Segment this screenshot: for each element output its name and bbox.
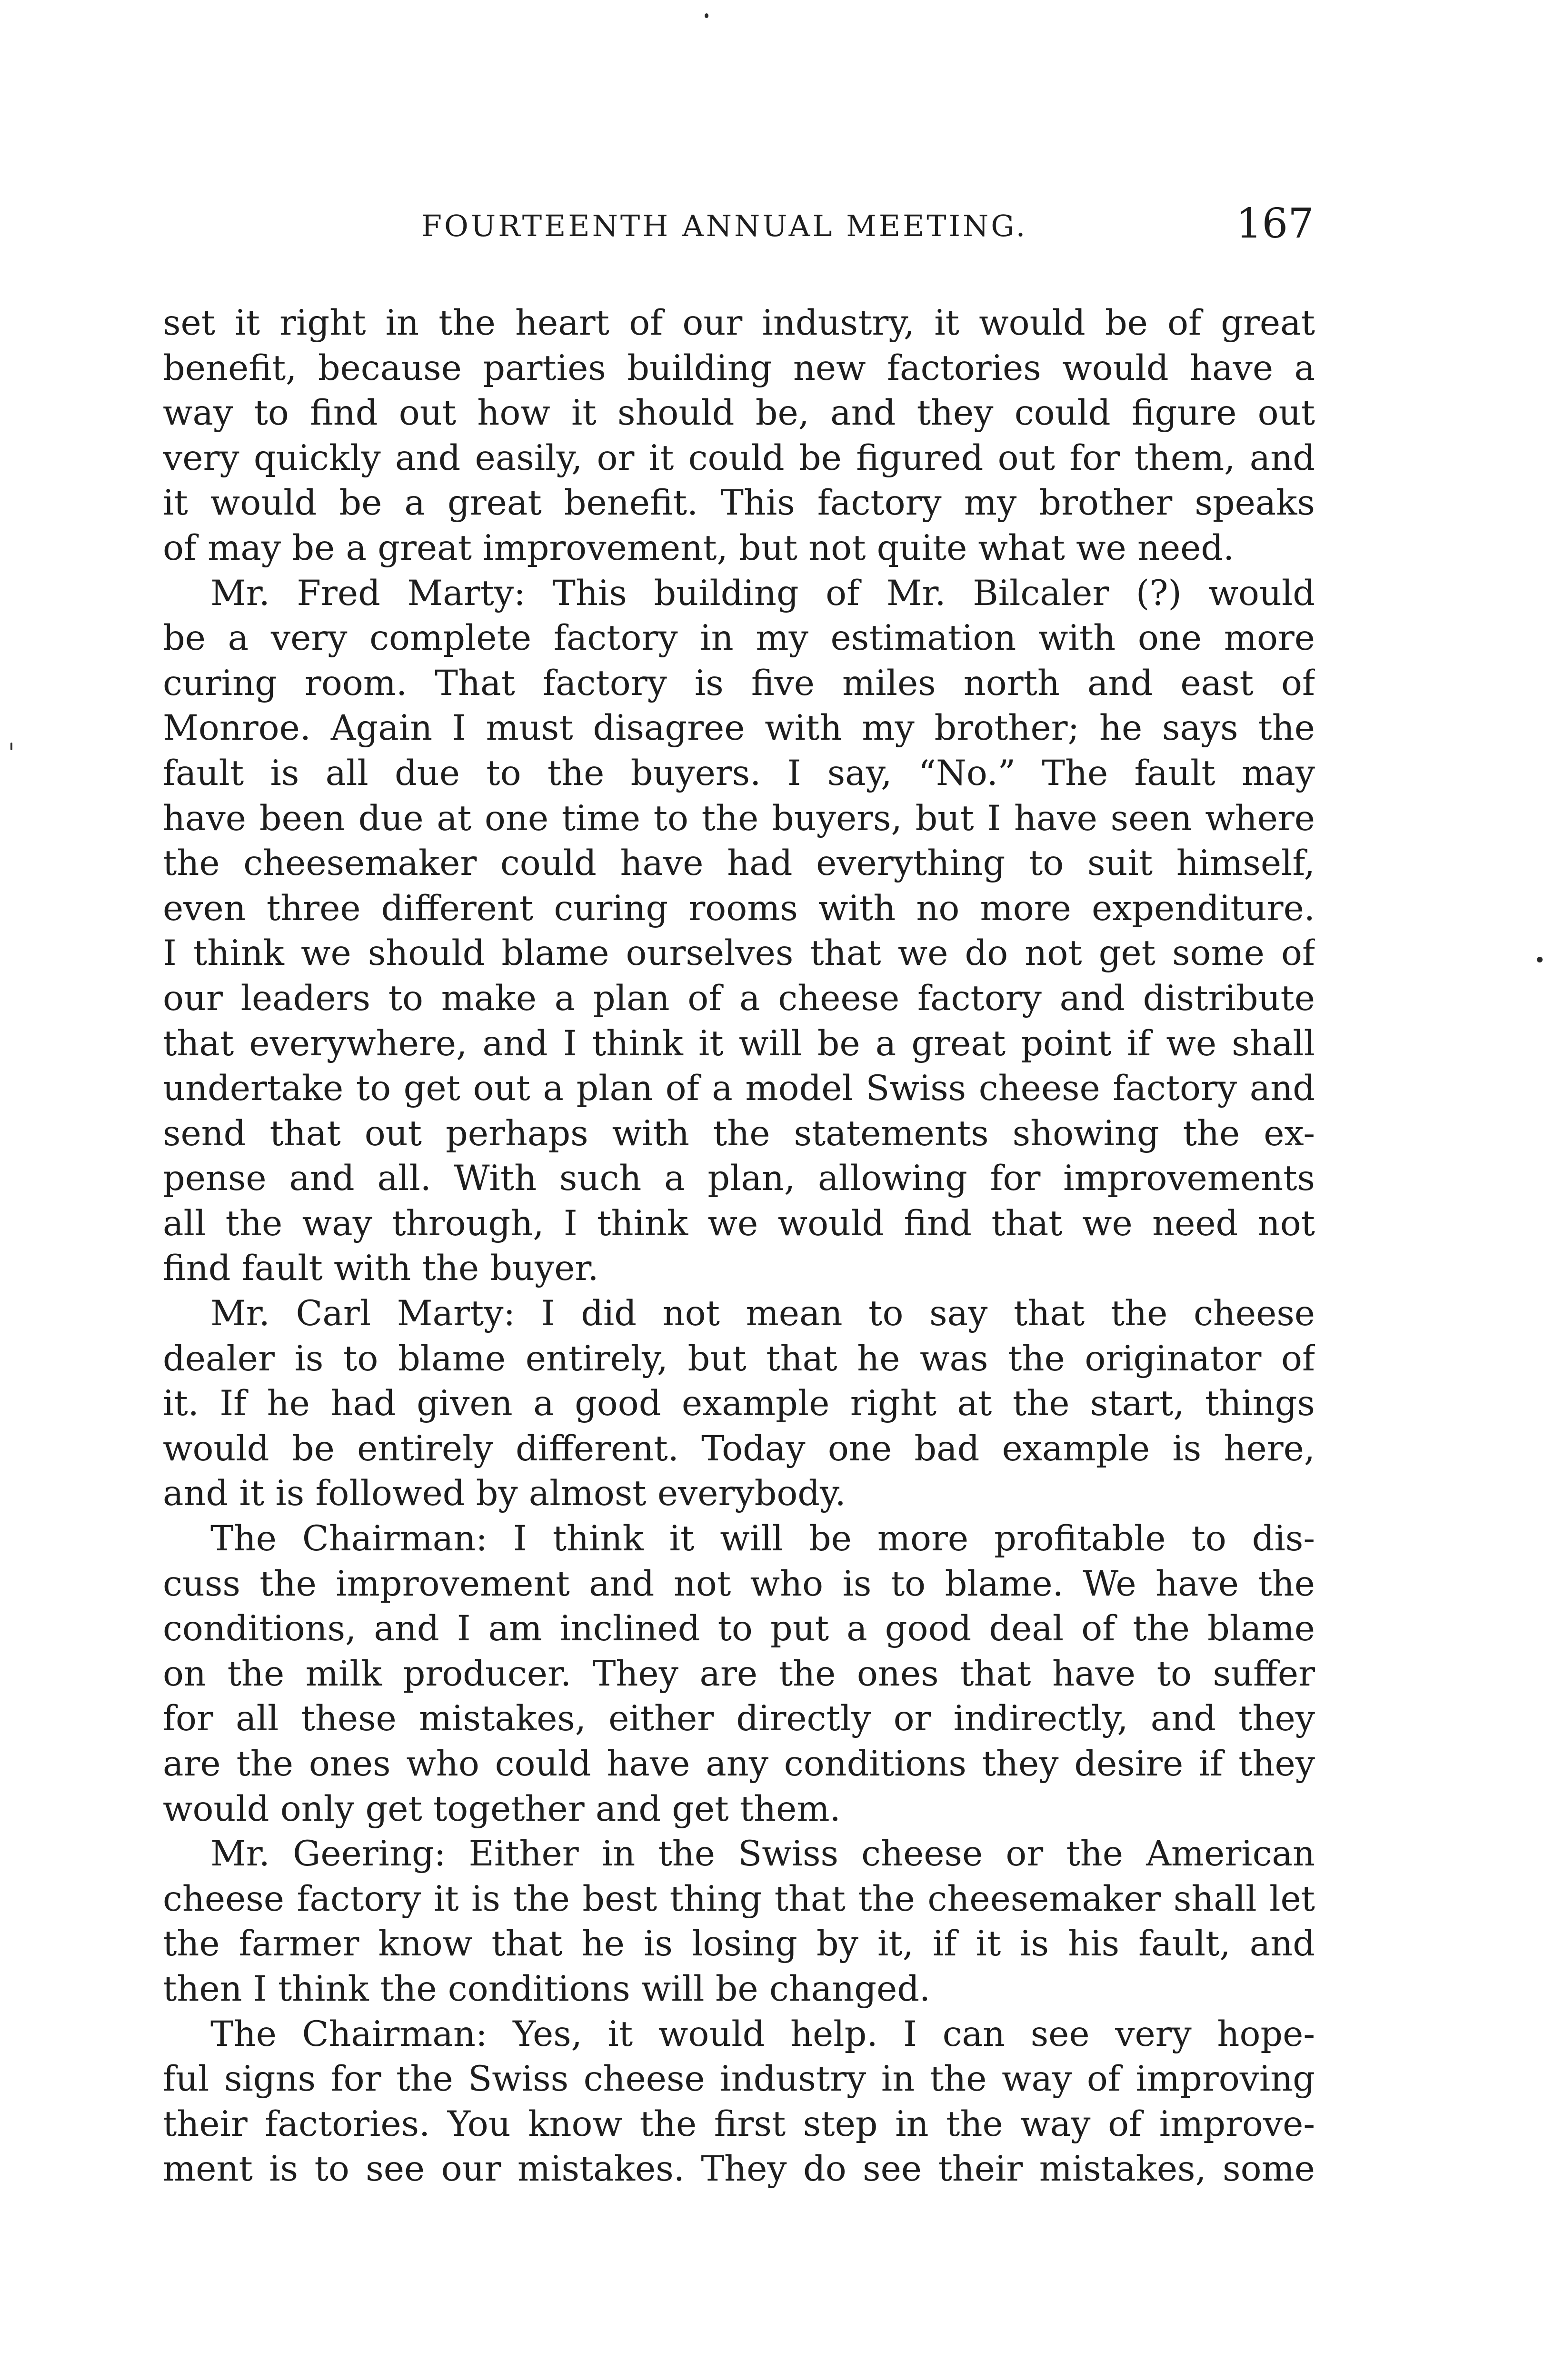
speck-mark bbox=[10, 743, 12, 750]
text-line: our leaders to make a plan of a cheese factory and distribute bbox=[163, 978, 1315, 1019]
body-text bbox=[163, 301, 1315, 2192]
text-line: send that out perhaps with the statements showing the ex- bbox=[163, 1113, 1315, 1154]
text-line: be a very complete factory in my estimation with one more bbox=[163, 618, 1315, 659]
text-line: then I think the conditions will be changed. bbox=[163, 1968, 931, 2009]
text-line: fault is all due to the buyers. I say, “No.” The fault may bbox=[163, 753, 1315, 793]
text-line: Mr. Geering: Either in the Swiss cheese or the American bbox=[210, 1834, 1315, 1874]
text-line: are the ones who could have any conditions they desire if they bbox=[163, 1744, 1315, 1784]
page-header bbox=[162, 200, 1314, 257]
text-line: Mr. Carl Marty: I did not mean to say that the cheese bbox=[210, 1293, 1315, 1334]
text-line: it would be a great benefit. This factory my brother speaks bbox=[163, 483, 1315, 524]
text-line: would only get together and get them. bbox=[163, 1788, 841, 1829]
text-line: all the way through, I think we would find that we need not bbox=[163, 1203, 1315, 1244]
text-line: benefit, because parties building new factories would have a bbox=[163, 347, 1315, 388]
speck-mark bbox=[1537, 957, 1543, 962]
text-line: even three different curing rooms with no more expenditure. bbox=[163, 888, 1315, 929]
text-line: The Chairman: I think it will be more profitable to dis- bbox=[210, 1518, 1315, 1559]
text-line: undertake to get out a plan of a model Swiss cheese factory and bbox=[163, 1068, 1315, 1109]
text-line: their factories. You know the first step in the way of improve- bbox=[163, 2103, 1315, 2144]
text-line: I think we should blame ourselves that we do not get some of bbox=[163, 933, 1315, 974]
text-line: Monroe. Again I must disagree with my brother; he says the bbox=[163, 708, 1315, 749]
text-line: pense and all. With such a plan, allowing for improvements bbox=[163, 1158, 1315, 1199]
text-line: Mr. Fred Marty: This building of Mr. Bilcaler (?) would bbox=[210, 573, 1315, 614]
text-line: ment is to see our mistakes. They do see their mistakes, some bbox=[163, 2149, 1315, 2190]
text-line: cuss the improvement and not who is to blame. We have the bbox=[163, 1563, 1315, 1604]
text-line: on the milk producer. They are the ones that have to suffer bbox=[163, 1653, 1315, 1694]
text-line: dealer is to blame entirely, but that he was the originator of bbox=[163, 1338, 1315, 1379]
text-line: have been due at one time to the buyers, but I have seen where bbox=[163, 798, 1315, 839]
speck-mark bbox=[705, 13, 708, 18]
text-line: would be entirely different. Today one bad example is here, bbox=[163, 1428, 1315, 1469]
text-line: set it right in the heart of our industry, it would be of great bbox=[163, 303, 1315, 343]
text-line: of may be a great improvement, but not quite what we need. bbox=[163, 527, 1235, 568]
text-line: find fault with the buyer. bbox=[163, 1248, 599, 1289]
text-line: the farmer know that he is losing by it, if it is his fault, and bbox=[163, 1924, 1315, 1964]
text-line: The Chairman: Yes, it would help. I can see very hope- bbox=[210, 2013, 1315, 2054]
text-line: very quickly and easily, or it could be figured out for them, and bbox=[163, 437, 1315, 478]
text-line: for all these mistakes, either directly or indirectly, and they bbox=[163, 1698, 1315, 1739]
text-line: it. If he had given a good example right at the start, things bbox=[163, 1383, 1315, 1424]
text-line: ful signs for the Swiss cheese industry in the way of improving bbox=[163, 2059, 1315, 2100]
text-line: that everywhere, and I think it will be a great point if we shall bbox=[163, 1023, 1315, 1064]
text-line: curing room. That factory is five miles north and east of bbox=[163, 663, 1315, 704]
text-line: the cheesemaker could have had everything to suit himself, bbox=[163, 843, 1315, 884]
text-line: and it is followed by almost everybody. bbox=[163, 1473, 846, 1514]
text-line: conditions, and I am inclined to put a good deal of the blame bbox=[163, 1608, 1315, 1649]
page-number: 167 bbox=[1235, 200, 1314, 248]
text-line: cheese factory it is the best thing that the cheesemaker shall let bbox=[163, 1878, 1315, 1919]
text-line: way to find out how it should be, and they could figure out bbox=[163, 393, 1315, 434]
running-title: FOURTEENTH ANNUAL MEETING. bbox=[421, 208, 1028, 243]
